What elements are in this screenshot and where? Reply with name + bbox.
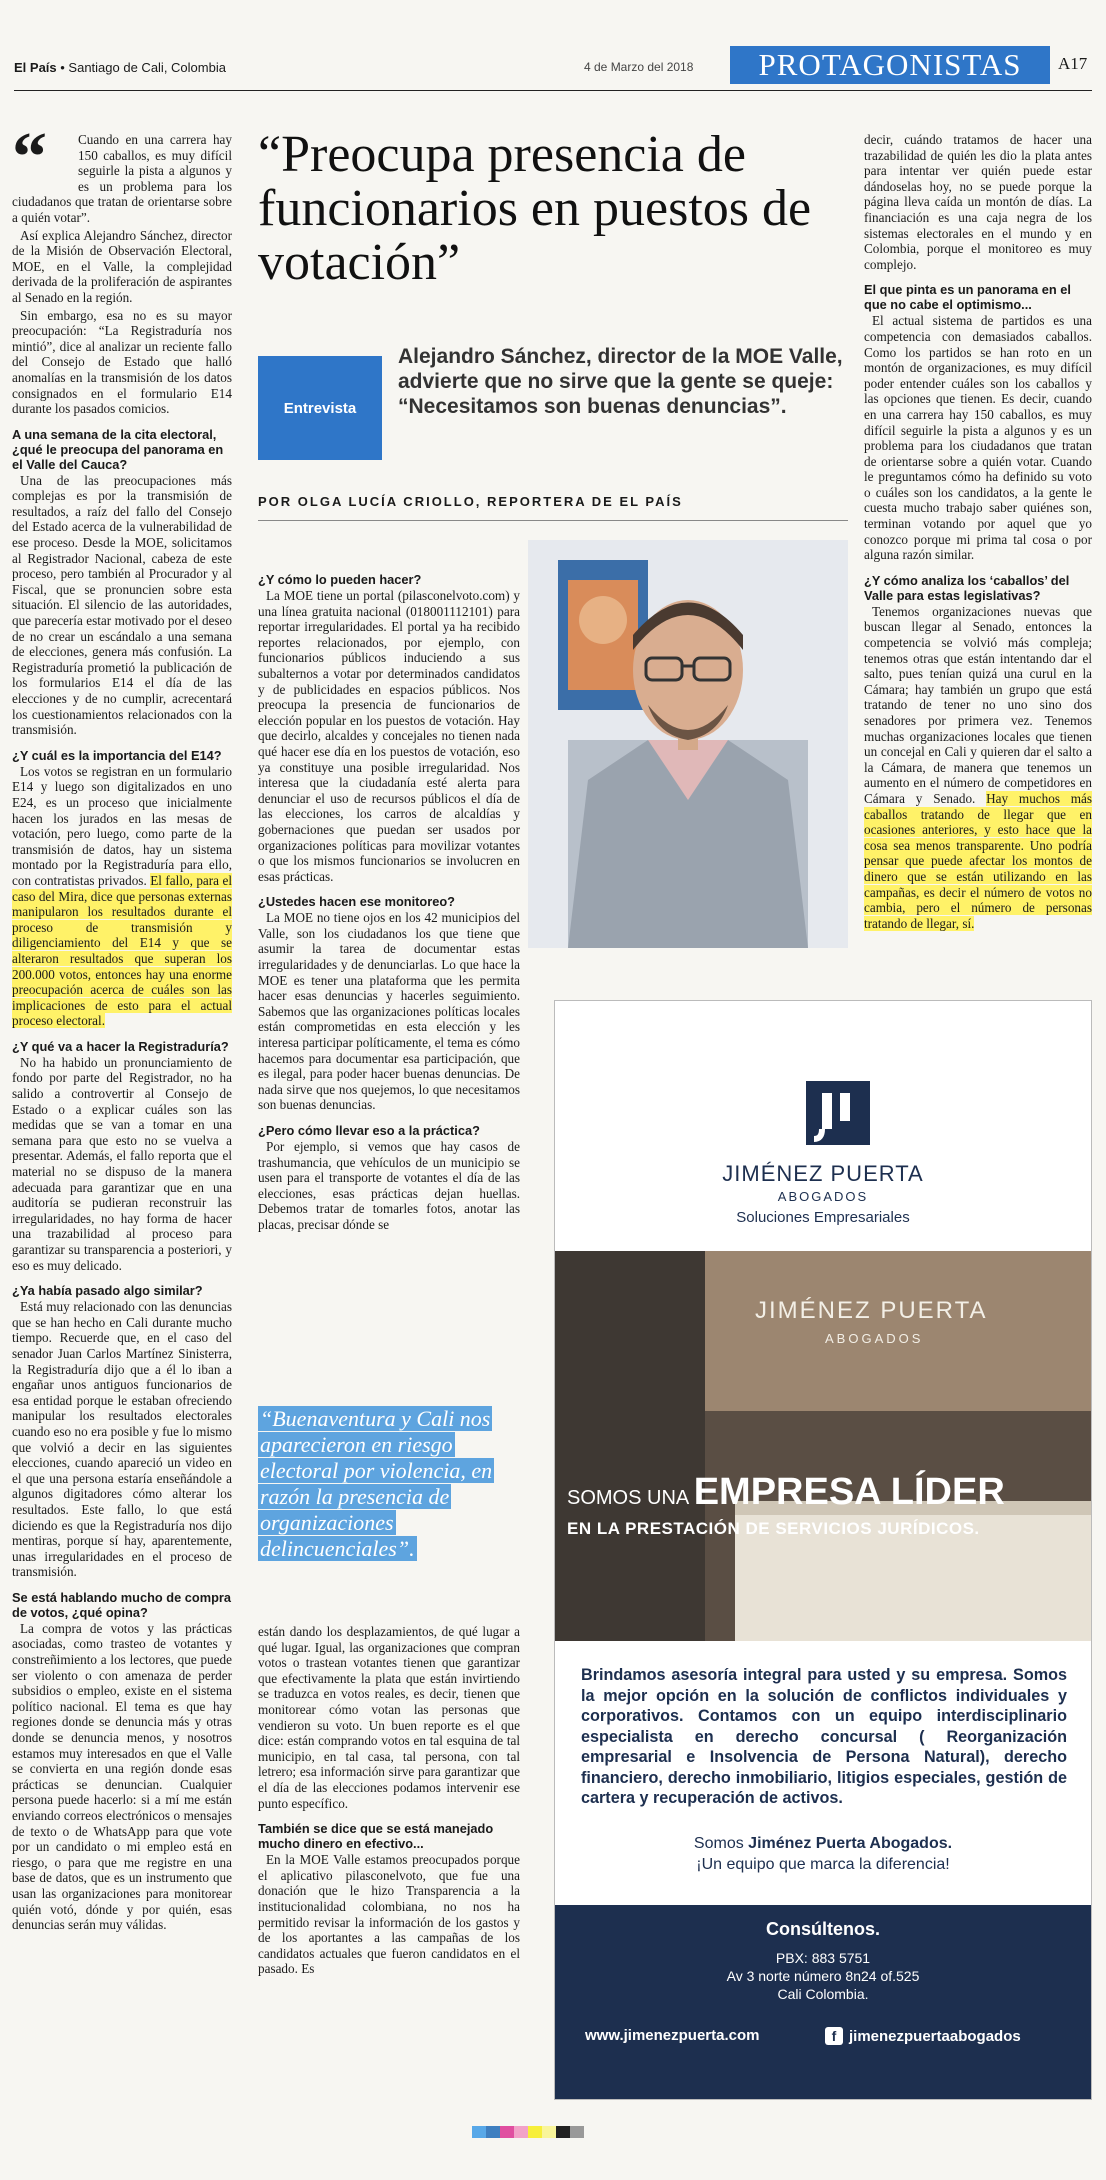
paper-name: El País xyxy=(14,60,57,75)
signoff-prefix: Somos xyxy=(693,1835,744,1852)
pull-quote xyxy=(258,1406,520,1606)
issue-date: 4 de Marzo del 2018 xyxy=(584,60,694,74)
column-middle xyxy=(258,562,520,1235)
question: También se dice que se está manejado mucho dinero en efectivo... xyxy=(258,1821,494,1852)
answer: están dando los desplazamientos, de qué lugar a qué lugar. Igual, las organizaciones que compran votos o trastean votantes tienen que garantizar que efectivamente la plata que están invirtiendo se traduzca en votos reales, es decir, tienen que monitorear cómo votan las personas que vendieron su voto. Un buen reporte es el que dice: están comprando votos en tal esquina de tal municipio, en tal casa, tal persona, con tal letrero; esa información sirve para garantizar que el día de las elecciones podamos intervenir ese punto específico. xyxy=(258,1624,520,1811)
firm-tagline: Soluciones Empresariales xyxy=(736,1209,910,1226)
wall-sign-subtitle: ABOGADOS xyxy=(825,1331,924,1346)
portrait-photo xyxy=(528,540,848,948)
page-number: A17 xyxy=(1058,54,1088,73)
answer-text: Los votos se registran en un formulario E14 y luego son digitalizados en uno E24, es un proceso que inicialmente hacen los jurados en las mesas de votación, pero luego, como parte de la transmisión de datos, hay un sistema montado por la Registraduría para ello, con contratistas privados. xyxy=(12,763,232,888)
question: ¿Y cómo analiza los ‘caballos’ del Valle para estas legislativas? xyxy=(864,572,1070,603)
subhead-block xyxy=(258,344,848,480)
paragraph: Así explica Alejandro Sánchez, director de la Misión de Observación Electoral, MOE, en el Valle, la complejidad derivada de la proliferación de aspirantes al Senado en la región. xyxy=(12,227,232,305)
byline: POR OLGA LUCÍA CRIOLLO, REPORTERA DE EL PAÍS xyxy=(258,494,683,509)
question: Se está hablando mucho de compra de votos, ¿qué opina? xyxy=(12,1589,232,1620)
paragraph: decir, cuándo tratamos de hacer una trazabilidad de quién les dio la plata antes para intentar ver quién puede estar dándoselas hoy, no se puede porque la página lleva caída un montón de días. La financiación es una caja negra de los sistemas electorales en el mundo y en Colombia, porque el monitoreo es muy complejo. xyxy=(864,132,1092,272)
slogan xyxy=(567,1471,1005,1514)
question: ¿Pero cómo llevar eso a la práctica? xyxy=(258,1123,480,1138)
contact-title: Consúltenos. xyxy=(765,1919,880,1939)
paragraph: Sin embargo, esa no es su mayor preocupación: “La Registraduría nos mintió”, dice al analizar un reciente fallo del Consejo de Estado que halló anomalías en la transmisión de los datos consignados en el formulario E14 durante los pasados comicios. xyxy=(12,307,232,417)
section-banner: PROTAGONISTAS xyxy=(730,46,1050,84)
answer: La MOE tiene un portal (pilasconelvoto.com) y una línea gratuita nacional (018001112101) para reportar irregularidades. El portal ya ha recibido reportes relacionados, por ejemplo, con funcionarios públicos induciendo a sus subalternos a votar por determinados candidatos y de publicidades en espacios públicos. Nos preocupa la presencia de funcionarios de elección popular en los puestos de votación. Hay que decirlo, alcaldes y concejales no tienen nada qué hacer ese día en los puestos de votación, eso ya constituye una posible irregularidad. Nos interesa que la ciudadanía esté alerta para denunciar el uso de recursos públicos el día de las elecciones, los carros de alcaldías y gobernaciones que puedan ser usados por organizaciones políticas para movilizar votantes o que los mismos funcionarios se involucren en esas prácticas. xyxy=(258,588,520,884)
ad-motto: ¡Un equipo que marca la diferencia! xyxy=(696,1856,950,1873)
facebook-link[interactable] xyxy=(825,2027,1021,2045)
city: Cali Colombia. xyxy=(777,1986,869,2002)
answer: El actual sistema de partidos es una competencia con demasiados caballos. Como los partidos se han roto en un montón de organizaciones, es muy difícil poder entender cuáles son los caballos y las opciones que tienen. Es decir, cuando en una carrera hay 150 caballos, es muy difícil seguirle la pista a algunos y es un problema para los ciudadanos que tratan de orientarse sobre a quién votar. Cuando le preguntamos cómo ha definido su voto o cuáles son los candidatos, a la gente le cuesta mucho trabajo saber quiénes son, terminan votando por aquel que yo conozco porque mi prima tal cosa o por alguna razón similar. xyxy=(864,313,1092,563)
question: El que pinta es un panorama en el que no cabe el optimismo... xyxy=(864,282,1071,313)
question: A una semana de la cita electoral, ¿qué le preocupa del panorama en el Valle del Cauca? xyxy=(12,426,224,472)
answer: Está muy relacionado con las denuncias que se han hecho en Cali durante mucho tiempo. Recuerde que, en el caso del senador Juan Carlos Martínez Sinisterra, la Registraduría dijo que a él lo iban a engañar unos antiguos funcionarios de esa entidad porque le estaban ofreciendo manipular los resultados electorales cuando eso no era posible y fue lo mismo que volvió a decir en las siguientes elecciones, cuando apareció un video en el que una persona estaría enseñándole a algunos digitadores cómo alterar los resultados. Este fallo, lo que está diciendo es que la Registraduría nos dijo mentiras, porque sí hay, aparentemente, unas irregularidades en el proceso de transmisión. xyxy=(12,1299,232,1580)
color-swatch xyxy=(556,2126,570,2138)
firm-name: JIMÉNEZ PUERTA xyxy=(722,1161,924,1186)
contact-details xyxy=(555,1949,1091,2003)
question: ¿Y cuál es la importancia del E14? xyxy=(12,747,222,763)
question: ¿Y qué va a hacer la Registraduría? xyxy=(12,1038,229,1054)
answer: La MOE no tiene ojos en los 42 municipios del Valle, son los ciudadanos los que tiene que asumir la tarea de documentar estas irregularidades y de denunciarlas. Lo que hace la MOE es tener una plataforma que les permita hacer esas denuncias y hacerles seguimiento. Sabemos que las organizaciones políticas locales están comprometidas en esta elección y les interesa participar políticamente, el tema es cómo hacemos para documentar esa participación, que es ilegal, para poder hacer buenas denuncias. De nada sirve que nos quejemos, lo que necesitamos son buenas denuncias. xyxy=(258,910,520,1113)
intro-quote: Cuando en una carrera hay 150 caballos, es muy difícil seguirle la pista a algunos y es un problema para los ciudadanos que tratan de orientarse sobre a quién votar”. xyxy=(12,132,232,225)
color-swatch xyxy=(542,2126,556,2138)
highlighted-text: Hay muchos más caballos tratando de llegar que en ocasiones anteriores, y esto hace que la cosa sea menos transparente. Uno podría pensar que puede afectar los montos de dinero que se están utilizando en las campañas, es decir el número de votos no cambia, pero el número de personas tratando de llegar, sí. xyxy=(864,790,1093,931)
column-middle-continued xyxy=(258,1624,520,1979)
quote-mark-icon: “ xyxy=(12,119,47,196)
ad-description: Brindamos asesoría integral para usted y su empresa. Somos la mejor opción en la solución de conflictos individuales y corporativos. Contamos con un equipo interdisciplinario especialista en derecho concursal ( Reorganización empresarial e Insolvencia de Persona Natural), derecho financiero, derecho inmobiliario, litigios especiales, gestión de cartera y recuperación de activos. xyxy=(581,1666,1067,1807)
signoff-name: Jiménez Puerta Abogados. xyxy=(748,1835,953,1852)
column-left xyxy=(12,119,233,1935)
question: ¿Ustedes hacen ese monitoreo? xyxy=(258,894,455,910)
address: Av 3 norte número 8n24 of.525 xyxy=(726,1968,920,1984)
slogan-main: EMPRESA LÍDER xyxy=(693,1471,1005,1513)
color-swatch xyxy=(486,2126,500,2138)
print-registration-bar xyxy=(472,2126,584,2138)
color-swatch xyxy=(472,2126,486,2138)
interview-tag: Entrevista xyxy=(258,356,382,460)
answer-text: Tenemos organizaciones nuevas que buscan llegar al Senado, entonces la competencia se volvió más compleja; tenemos otras que están intentando dar el salto, pues tenían quizá una curul en la Cámara; hay también un grupo que está tratando de tener no uno sino dos senadores por primera vez. Tenemos muchas organizaciones locales que tienen un concejal en Cali y quieren dar el salto a la Cámara, de manera que tenemos un aumento en el número de competidores en Cámara y Senado. xyxy=(864,603,1092,806)
question: ¿Ya había pasado algo similar? xyxy=(12,1283,203,1299)
color-swatch xyxy=(500,2126,514,2138)
subheadline: Alejandro Sánchez, director de la MOE Valle, advierte que no sirve que la gente se queje: “Necesitamos son buenas denuncias”. xyxy=(398,345,843,418)
advertisement xyxy=(554,1000,1092,2100)
pull-quote-text: “Buenaventura y Cali nos aparecieron en riesgo electoral por violencia, en razón la presencia de organizaciones delincuenciales”. xyxy=(260,1406,493,1561)
answer xyxy=(12,764,232,1029)
byline-rule xyxy=(258,520,848,521)
answer: No ha habido un pronunciamiento de fondo por parte del Registrador, no ha salido a controvertir al Consejo de Estado o a explicar cuáles son las medidas que se van a tomar en una semana para que esto no se vuelva a presentar. Además, el fallo reporta que el material no se dispuso de la manera adecuada para garantizar que en una auditoría se pudieran reconstruir las irregularidades, no hay forma de hacer una trazabilidad al proceso para garantizar su transparencia a posteriori, y eso es muy delicado. xyxy=(12,1054,232,1273)
color-swatch xyxy=(528,2126,542,2138)
ad-signoff xyxy=(555,1835,1091,1853)
header-rule xyxy=(14,90,1092,91)
firm-logo-icon xyxy=(806,1081,870,1145)
answer: La compra de votos y las prácticas asociadas, como trasteo de votantes y constreñimiento a los lectores, que puede ser violento o con amenaza de perder subsidios o empleo, existe en el sistema político nacional. El tema es que hay regiones donde se denuncia más y otras donde se denuncia menos, y nosotros estamos muy interesados en que el Valle se convierta en una región donde esas prácticas se denuncian. Cualquier persona puede hacerlo: si a mí me están enviando correos electrónicos o mensajes de texto o de WhatsApp para que vote por un candidato o mi empleo está en riesgo, o para que me registre en una base de datos, que es un instrumento que usan las organizaciones para monitorear quién votó, dónde y por quién, esas denuncias serán muy válidas. xyxy=(12,1620,232,1933)
headline: “Preocupa presencia de funcionarios en puestos de votación” xyxy=(258,126,812,291)
paper-city: Santiago de Cali, Colombia xyxy=(68,60,226,75)
phone-number: PBX: 883 5751 xyxy=(775,1950,871,1966)
answer xyxy=(864,604,1092,931)
answer: Una de las preocupaciones más complejas es por la transmisión de resultados, a raíz del fallo del Consejo del Estado acerca de la vulnerabilidad de ese proceso. Desde la MOE, solicitamos al Registrador Nacional, cabeza de este proceso, pero también al Procurador y al Fiscal, que se pronuncien sobre esta situación. El silencio de las autoridades, que parecería estar motivado por el deseo de no crear un escándalo a una semana de elecciones, genera más confusión. La Registraduría prometió la publicación de los formularios E14 el día de las elecciones y de no cumplir, acrecentará los cuestionamientos relacionados con la transmisión. xyxy=(12,472,232,738)
question: ¿Y cómo lo pueden hacer? xyxy=(258,572,422,587)
slogan-line: EN LA PRESTACIÓN DE SERVICIOS JURÍDICOS. xyxy=(567,1519,980,1538)
facebook-icon: f xyxy=(825,2027,843,2045)
answer: En la MOE Valle estamos preocupados porque el aplicativo pilasconelvoto, que fue una donación que le hizo Transparencia a la institucionalidad colombiana, no nos ha permitido revisar la información de los gastos y de los aportantes a las campañas de los candidatos actuales que fueron candidatos en el pasado. Es xyxy=(258,1852,520,1977)
highlighted-text: El fallo, para el caso del Mira, dice que personas externas manipularon los resultados durante el proceso de transmisión y diligenciamiento del E14 y que se alteraron resultados que superan los 200.000 votos, entonces hay una enorme preocupación acerca de cuáles son las implicaciones de esto para el actual proceso electoral. xyxy=(12,872,233,1029)
page-header xyxy=(14,46,1092,84)
slogan-lead: SOMOS UNA xyxy=(567,1487,690,1509)
masthead: El País • Santiago de Cali, Colombia xyxy=(14,60,226,75)
color-swatch xyxy=(514,2126,528,2138)
firm-subtitle: ABOGADOS xyxy=(777,1189,869,1204)
contact-panel xyxy=(555,1905,1091,2100)
color-swatch xyxy=(570,2126,584,2138)
wall-sign: JIMÉNEZ PUERTA xyxy=(755,1297,988,1324)
portrait-image xyxy=(528,540,848,948)
website-link[interactable]: www.jimenezpuerta.com xyxy=(585,2027,760,2044)
answer: Por ejemplo, si vemos que hay casos de trashumancia, que vehículos de un municipio se usen para el transporte de votantes el día de las elecciones, esas prácticas dejan huellas. Debemos tratar de tomarles fotos, anotar las placas, precisar dónde se xyxy=(258,1139,520,1232)
facebook-handle: jimenezpuertaabogados xyxy=(849,2028,1021,2045)
column-right xyxy=(864,132,1092,933)
